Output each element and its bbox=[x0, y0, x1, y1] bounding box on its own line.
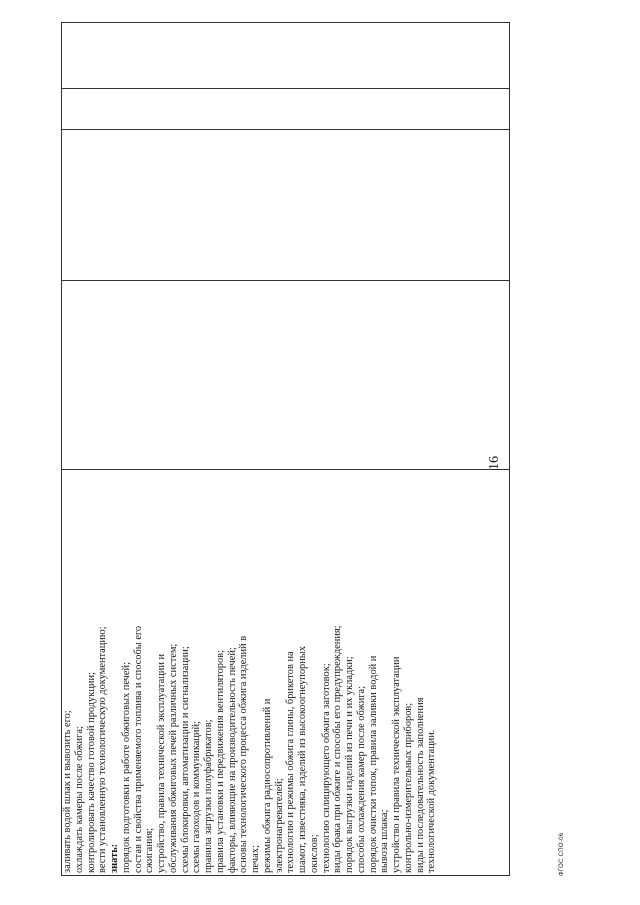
knowledge-skills-cell bbox=[62, 470, 511, 875]
content-line: состав и свойства применяемого топлива и способы его bbox=[132, 625, 144, 873]
content-line: технологической документации. bbox=[426, 729, 438, 873]
content-line: факторы, влияющие на производительность печей; bbox=[226, 647, 238, 873]
content-line: окислов; bbox=[308, 834, 320, 873]
content-line: электронагревателей; bbox=[273, 778, 285, 873]
content-line: вести установленную технологическую документацию; bbox=[97, 626, 109, 873]
content-line: устройство, правила технической эксплуатации и bbox=[156, 653, 167, 873]
document-sheet bbox=[61, 22, 571, 876]
footer-code: ФГОС СПО-06 bbox=[559, 832, 565, 876]
column-divider bbox=[62, 129, 509, 130]
content-line: технологию силицирующего обжига заготовок; bbox=[320, 663, 332, 873]
content-line: шамот, известняка, изделий из высокоогнеупорных bbox=[297, 646, 308, 873]
content-line: обслуживания обжиговых печей различных систем; bbox=[167, 643, 179, 873]
content-line: технологию и режимы обжига глины, брикетов на bbox=[285, 651, 297, 873]
column-divider bbox=[62, 469, 509, 470]
column-divider bbox=[62, 280, 509, 281]
content-line: правила установки и передвижения вентиляторов; bbox=[214, 650, 226, 873]
content-line: порядок подготовки к работе обжиговых печей; bbox=[120, 662, 132, 873]
page-number: 16 bbox=[487, 456, 502, 470]
content-line: основы технологического процесса обжига изделий в bbox=[238, 635, 250, 873]
content-line: заливать водой шлак и вывозить его; bbox=[62, 710, 73, 873]
content-line: схемы газоходов и коммуникаций; bbox=[191, 721, 203, 873]
content-line: способы охлаждения камер после обжига; bbox=[355, 685, 367, 873]
content-line: порядок очистки топок, правила заливки водой и bbox=[367, 655, 379, 873]
content-line: вывоза шлака; bbox=[379, 809, 391, 873]
content-line: виды и последовательность заполнения bbox=[414, 697, 426, 873]
content-line: правила загрузки полуфабрикатов; bbox=[203, 719, 214, 873]
competency-table bbox=[61, 22, 510, 876]
content-line: печах; bbox=[250, 845, 261, 873]
content-line: сжигания; bbox=[144, 827, 156, 873]
content-line: контрольно-измерительных приборов; bbox=[402, 702, 414, 873]
section-heading: знать: bbox=[109, 843, 120, 873]
content-line: виды брака при обжиге и способы его предупреждения; bbox=[332, 625, 344, 873]
content-line: режимы обжига радиосопротивлений и bbox=[261, 698, 273, 873]
content-line: контролировать качество готовой продукции; bbox=[85, 672, 97, 873]
content-line: устройство и правила технической эксплуатации bbox=[391, 656, 402, 873]
content-line: схемы блокировки, автоматизации и сигнализации; bbox=[179, 646, 191, 873]
content-line: охлаждать камеры после обжига; bbox=[73, 726, 85, 873]
column-divider bbox=[62, 88, 509, 89]
content-line: порядок выгрузки изделий из печи и их укладки; bbox=[344, 656, 355, 873]
